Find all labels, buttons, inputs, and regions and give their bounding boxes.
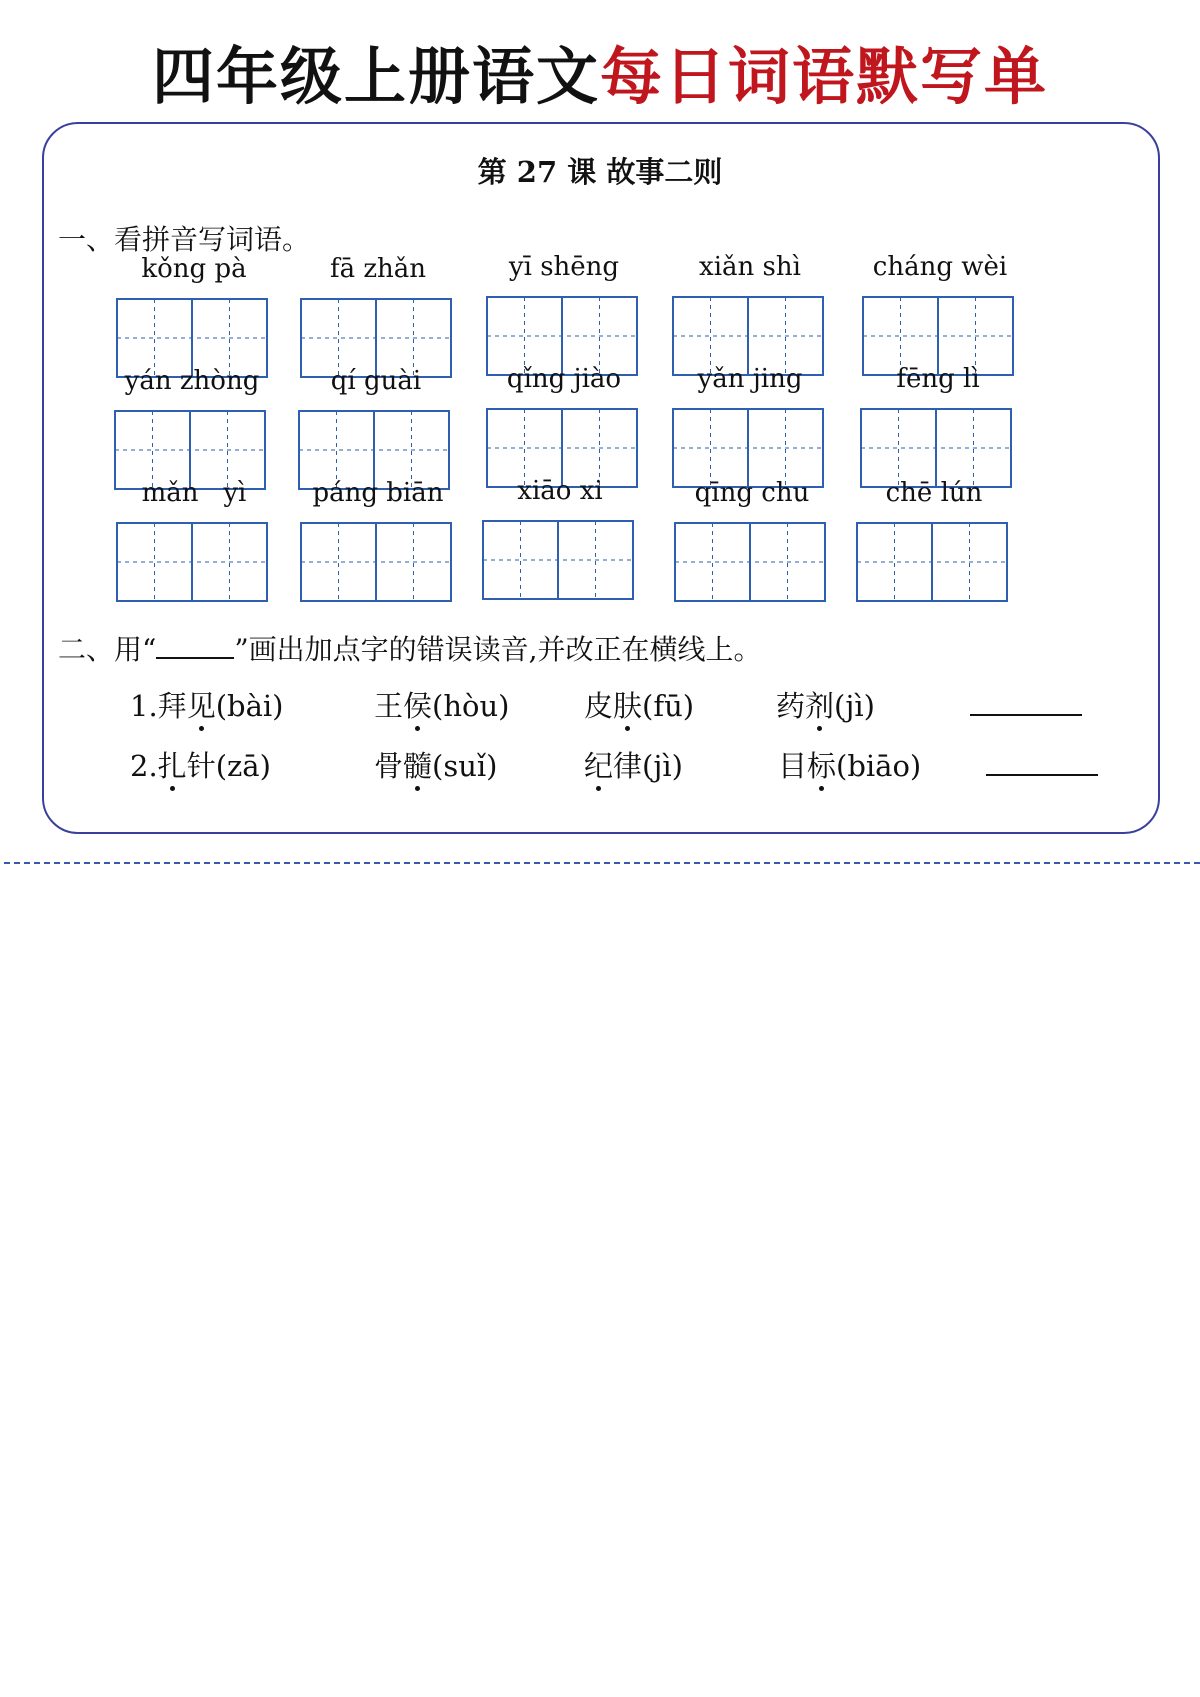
writing-grid[interactable] (116, 522, 268, 602)
pinyin-label: qǐng jiào (506, 364, 622, 394)
pinyin-label: chē lún (885, 478, 983, 508)
question-item (776, 684, 875, 725)
pinyin-label: cháng wèi (872, 252, 1008, 282)
pinyin-label: yǎn jing (697, 364, 803, 394)
pinyin-label: yī shēng (508, 252, 620, 282)
question-number: 1. (130, 689, 158, 723)
pinyin-label: xiǎn shì (699, 252, 801, 282)
dotted-char: 髓 (403, 749, 433, 783)
writing-grid[interactable] (856, 522, 1008, 602)
dotted-char: 剂 (805, 689, 835, 723)
word-char: 针 (186, 749, 216, 783)
word-char: 律 (613, 749, 643, 783)
dotted-char: 见 (186, 689, 216, 723)
section2-heading (58, 628, 762, 668)
dotted-char: 标 (807, 749, 837, 783)
question-item (374, 684, 509, 725)
lesson-title: 第 27 课 故事二则 (477, 155, 723, 189)
question-item (584, 744, 683, 785)
cut-line (4, 862, 1200, 864)
dotted-char: 侯 (403, 689, 433, 723)
reading: (hòu) (432, 689, 510, 723)
title-grade: 四年级上册语文 (151, 40, 600, 113)
reading: (bài) (215, 689, 284, 723)
question-item (130, 744, 271, 785)
word-char: 骨 (374, 749, 404, 783)
word-char: 王 (374, 689, 404, 723)
writing-grid[interactable] (482, 520, 634, 600)
title-dictation: 每日词语默写单 (600, 40, 1049, 113)
pinyin-label: yán zhòng (124, 366, 260, 396)
pinyin-label: qí guài (330, 366, 422, 396)
pinyin-label: páng biān (312, 478, 444, 508)
reading: (jì) (642, 749, 683, 783)
writing-grid[interactable] (300, 522, 452, 602)
section2-heading-start: 二、用“ (58, 633, 157, 666)
section1-heading: 一、看拼音写词语。 (58, 223, 311, 256)
pinyin-label: fēng lì (896, 364, 980, 394)
reading: (zā) (215, 749, 271, 783)
pinyin-label: mǎn yì (141, 478, 247, 508)
section2-heading-end: ”画出加点字的错误读音,并改正在横线上。 (234, 633, 762, 666)
pinyin-label: xiāo xi (517, 476, 603, 506)
answer-line[interactable] (970, 714, 1082, 716)
writing-grid[interactable] (860, 408, 1012, 488)
question-number: 2. (130, 749, 158, 783)
dotted-char: 纪 (584, 749, 614, 783)
writing-grid[interactable] (672, 408, 824, 488)
word-char: 药 (776, 689, 806, 723)
dotted-char: 肤 (613, 689, 643, 723)
question-item (778, 744, 921, 785)
pinyin-label: fā zhǎn (329, 254, 427, 284)
answer-line[interactable] (986, 774, 1098, 776)
writing-grid[interactable] (674, 522, 826, 602)
pinyin-label: qīng chu (694, 478, 810, 508)
word-char: 目 (778, 749, 808, 783)
worksheet-title (0, 40, 1200, 113)
reading: (biāo) (836, 749, 922, 783)
reading: (jì) (834, 689, 875, 723)
word-char: 皮 (584, 689, 614, 723)
question-item (584, 684, 694, 725)
reading: (fū) (642, 689, 695, 723)
pinyin-label: kǒng pà (141, 254, 247, 284)
dotted-char: 扎 (157, 749, 187, 783)
question-item (374, 744, 498, 785)
question-item (130, 684, 283, 725)
word-char: 拜 (157, 689, 187, 723)
underline-sample (156, 635, 234, 659)
reading: (suǐ) (432, 749, 498, 783)
